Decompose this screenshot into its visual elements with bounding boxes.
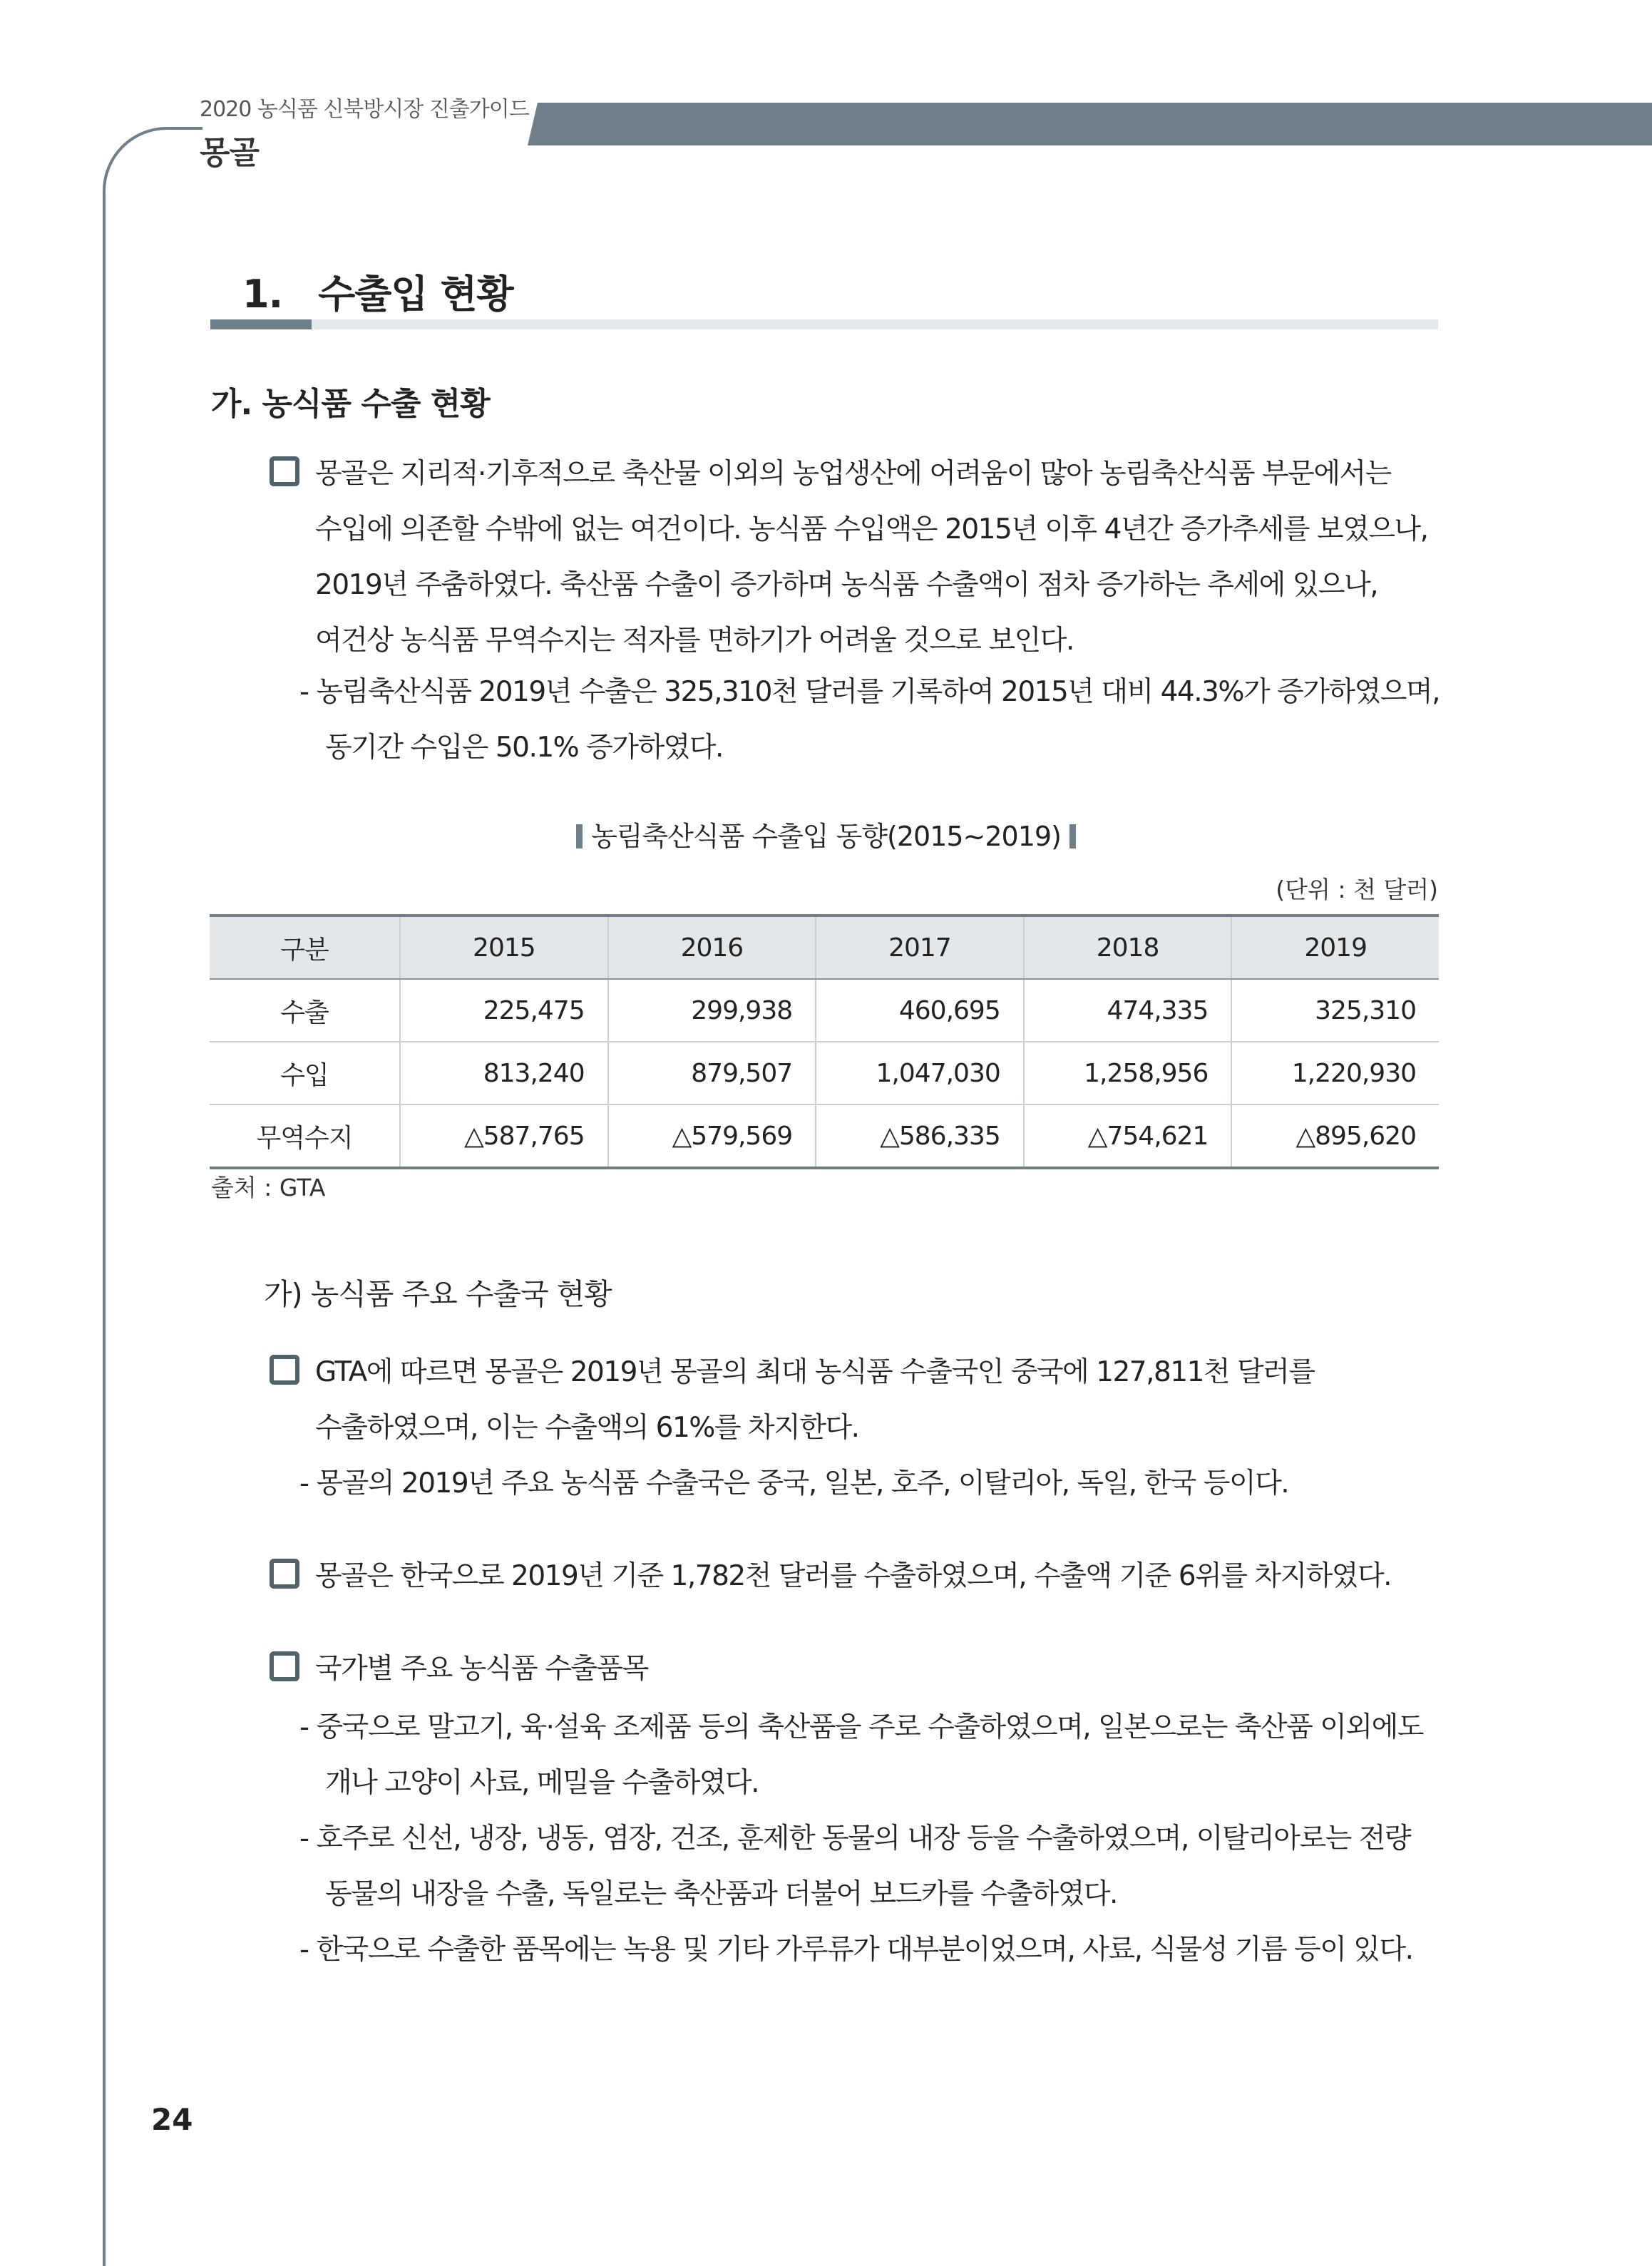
table-cell: 1,220,930 (1231, 1042, 1439, 1104)
section-title (242, 264, 513, 319)
table-header-row (210, 916, 1439, 979)
checkbox-bullet-icon (270, 456, 299, 486)
table-row (210, 1104, 1439, 1168)
guide-title: 2020 농식품 신북방시장 진출가이드 (200, 97, 529, 122)
paragraph-line: 수입에 의존할 수밖에 없는 여건이다. 농식품 수입액은 2015년 이후 4년간 증가추세를 보였으나, (315, 513, 1428, 545)
table-cell: 1,047,030 (816, 1042, 1024, 1104)
table-cell: △754,621 (1024, 1104, 1232, 1168)
table-cell: △895,620 (1231, 1104, 1439, 1168)
table-header-cell: 2017 (816, 916, 1024, 979)
table-row (210, 979, 1439, 1042)
paragraph-block4: 국가별 주요 농식품 수출품목 (315, 1653, 648, 1685)
table-unit: (단위 : 천 달러) (1276, 876, 1438, 903)
caption-bar-icon (1069, 824, 1076, 849)
table-header-cell: 2016 (608, 916, 816, 979)
paragraph-line: 2019년 주춤하였다. 축산품 수출이 증가하며 농식품 수출액이 점차 증가하는 추세에 있으나, (315, 569, 1378, 601)
checkbox-bullet-icon (270, 1355, 299, 1385)
dash-line: - 농림축산식품 2019년 수출은 325,310천 달러를 기록하여 2015년 대비 44.3%가 증가하였으며, (299, 676, 1440, 708)
table-caption-text: 농림축산식품 수출입 동향(2015~2019) (591, 821, 1061, 852)
table-cell: 225,475 (400, 979, 608, 1042)
section-underline-accent (210, 319, 312, 329)
table-header-cell: 2019 (1231, 916, 1439, 979)
row-label: 수입 (210, 1042, 400, 1104)
page-number: 24 (151, 2102, 193, 2137)
table-cell: 325,310 (1231, 979, 1439, 1042)
dash-line: - 호주로 신선, 냉장, 냉동, 염장, 건조, 훈제한 동물의 내장 등을 수출하였으며, 이탈리아로는 전량 (299, 1822, 1411, 1855)
table-header-cell: 2015 (400, 916, 608, 979)
caption-bar-icon (576, 824, 583, 849)
row-label: 수출 (210, 979, 400, 1042)
row-label: 무역수지 (210, 1104, 400, 1168)
table-cell: △586,335 (816, 1104, 1024, 1168)
paragraph-line: 몽골은 지리적·기후적으로 축산물 이외의 농업생산에 어려움이 많아 농림축산식품 부문에서는 (315, 458, 1391, 490)
section-number: 1. (242, 272, 283, 317)
paragraph-block3: 몽골은 한국으로 2019년 기준 1,782천 달러를 수출하였으며, 수출액 기준 6위를 차지하였다. (315, 1560, 1392, 1592)
table-cell: 299,938 (608, 979, 816, 1042)
table-source: 출처 : GTA (211, 1174, 326, 1201)
paragraph-block1 (315, 446, 1428, 669)
page-frame-line (103, 127, 202, 2266)
dash-line: - 중국으로 말고기, 육·설육 조제품 등의 축산품을 주로 수출하였으며, 일본으로는 축산품 이외에도 (299, 1711, 1423, 1743)
paragraph-line: 수출하였으며, 이는 수출액의 61%를 차지한다. (315, 1412, 859, 1444)
table-cell: 813,240 (400, 1042, 608, 1104)
paragraph-block2 (315, 1345, 1315, 1456)
country-title: 몽골 (200, 135, 260, 171)
checkbox-bullet-icon (270, 1559, 299, 1589)
section-underline (210, 319, 1438, 329)
paragraph-line: 여건상 농식품 무역수지는 적자를 면하기가 어려울 것으로 보인다. (315, 625, 1074, 657)
table-caption (0, 814, 1652, 853)
table-header-cell: 구분 (210, 916, 400, 979)
dash-line: 동물의 내장을 수출, 독일로는 축산품과 더불어 보드카를 수출하였다. (325, 1878, 1117, 1910)
paragraph-line: GTA에 따르면 몽골은 2019년 몽골의 최대 농식품 수출국인 중국에 127,811천 달러를 (315, 1356, 1315, 1388)
table-cell: 879,507 (608, 1042, 816, 1104)
header-bar (528, 103, 1652, 145)
table-cell: 1,258,956 (1024, 1042, 1232, 1104)
table-cell: 474,335 (1024, 979, 1232, 1042)
dash-line: 동기간 수입은 50.1% 증가하였다. (325, 732, 723, 764)
dash-item-block2: - 몽골의 2019년 주요 농식품 수출국은 중국, 일본, 호주, 이탈리아, 독일, 한국 등이다. (299, 1467, 1289, 1499)
table-cell: 460,695 (816, 979, 1024, 1042)
section-title-text: 수출입 현황 (318, 272, 513, 317)
table-row (210, 1042, 1439, 1104)
checkbox-bullet-icon (270, 1651, 299, 1681)
subsection-title: 가. 농식품 수출 현황 (211, 386, 490, 422)
dash-items-block4 (299, 1700, 1423, 1978)
table-header-cell: 2018 (1024, 916, 1232, 979)
dash-line: - 한국으로 수출한 품목에는 녹용 및 기타 가루류가 대부분이었으며, 사료, 식물성 기름 등이 있다. (299, 1934, 1413, 1966)
dash-line: 개나 고양이 사료, 메밀을 수출하였다. (325, 1767, 759, 1799)
subheading-export-countries: 가) 농식품 주요 수출국 현황 (264, 1277, 612, 1311)
trade-table (210, 914, 1439, 1169)
table-cell: △587,765 (400, 1104, 608, 1168)
dash-item-block1 (299, 665, 1440, 776)
table-cell: △579,569 (608, 1104, 816, 1168)
